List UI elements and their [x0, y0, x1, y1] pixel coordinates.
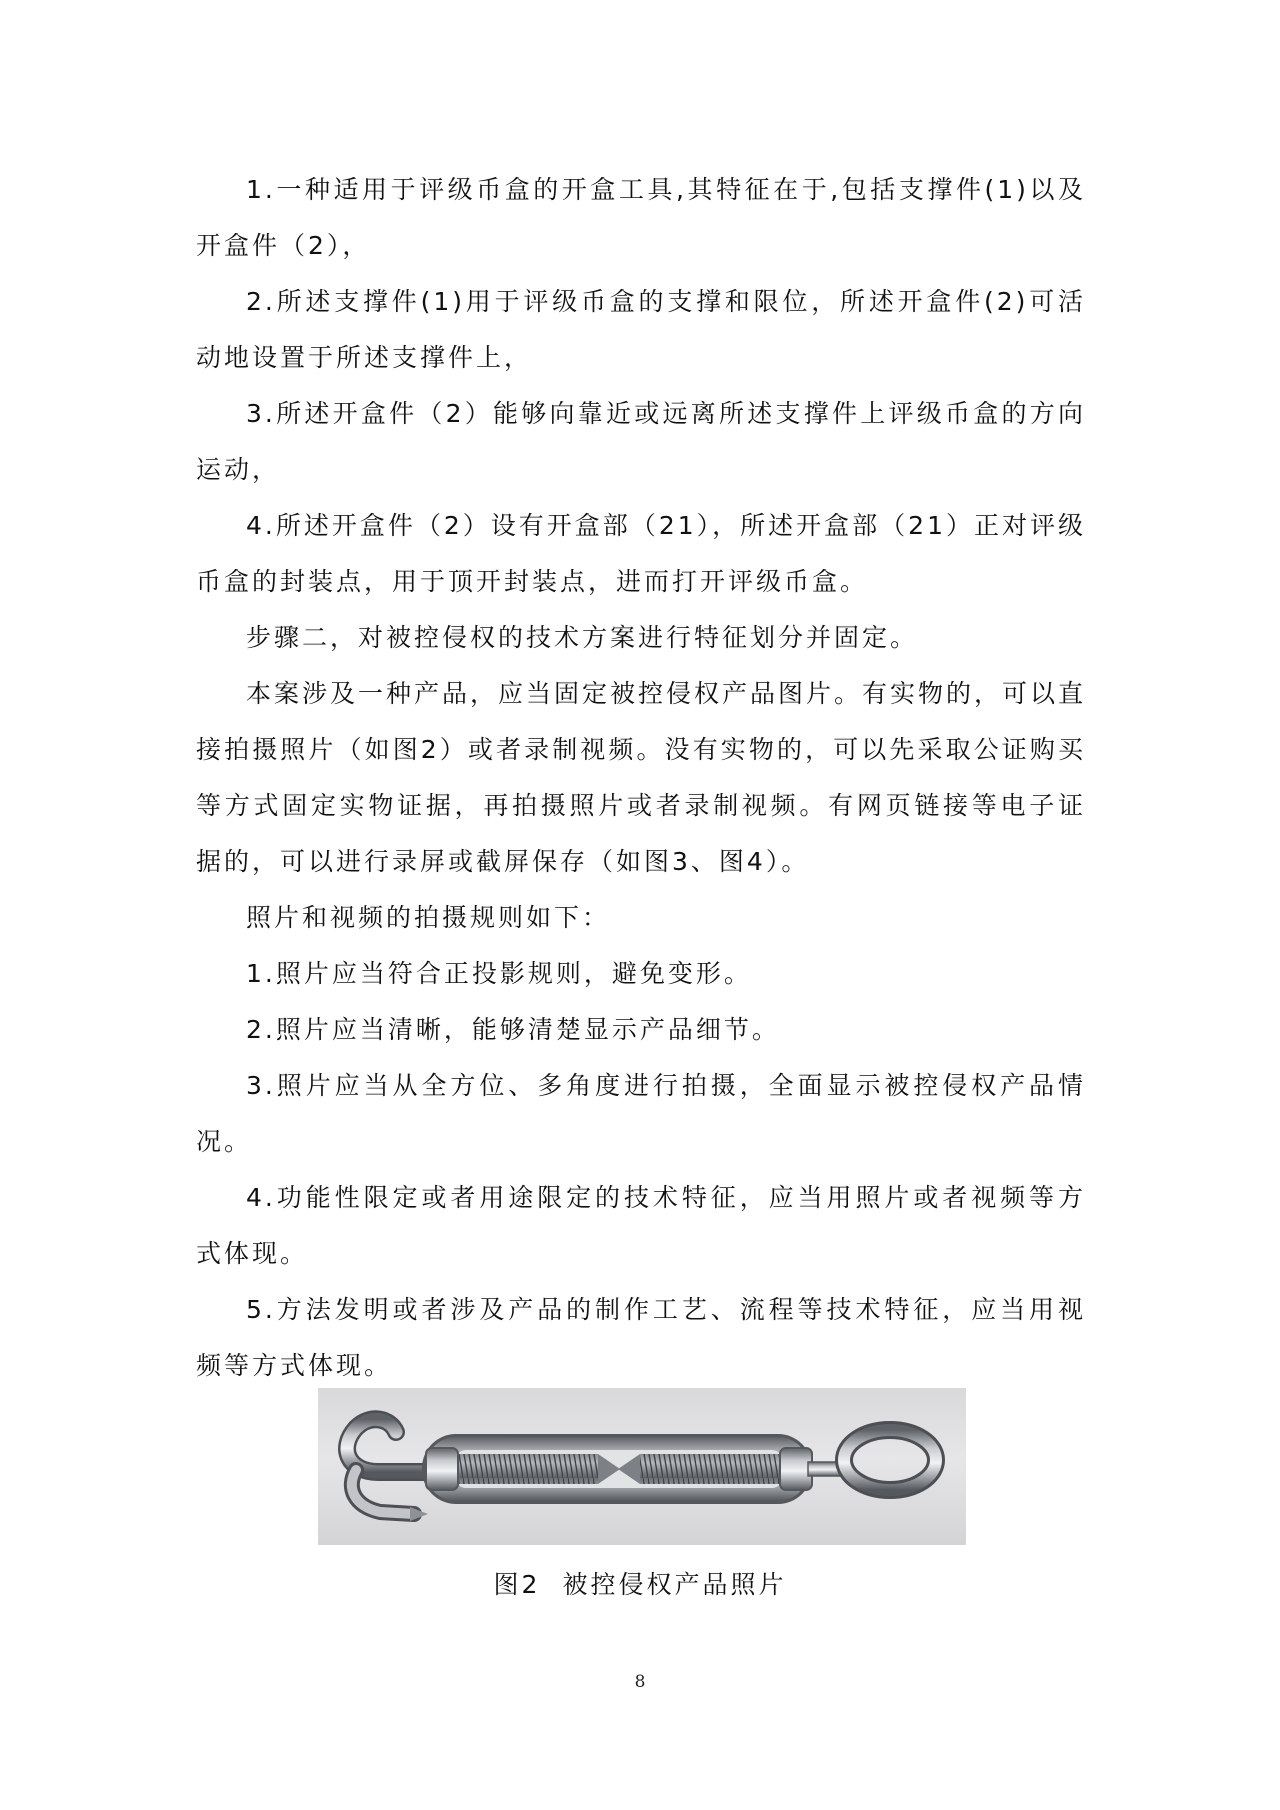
paragraph-case-description: 本案涉及一种产品，应当固定被控侵权产品图片。有实物的，可以直接拍摄照片（如图2）或者录制视频。没有实物的，可以先采取公证购买等方式固定实物证据，再拍摄照片或者录制视频。有网页链接等电子证据的，可以进行录屏或截屏保存（如图3、图4）。 [196, 679, 1087, 876]
figure-caption-text: 被控侵权产品照片 [562, 1570, 787, 1599]
paragraph-claim-3: 3.所述开盒件（2）能够向靠近或远离所述支撑件上评级币盒的方向运动， [196, 399, 1086, 484]
turnbuckle-photo [318, 1388, 966, 1545]
right-threaded-rod [640, 1454, 780, 1484]
body-text [196, 162, 1086, 1394]
paragraph-rule-4: 4.功能性限定或者用途限定的技术特征，应当用照片或者视频等方式体现。 [196, 1183, 1086, 1268]
paragraph-rule-1: 1.照片应当符合正投影规则，避免变形。 [246, 959, 752, 988]
page-number: 8 [634, 1672, 646, 1692]
turnbuckle-illustration [318, 1388, 966, 1545]
paragraph-rules-intro: 照片和视频的拍摄规则如下： [246, 903, 611, 932]
paragraph-claim-1: 1.一种适用于评级币盒的开盒工具,其特征在于,包括支撑件(1)以及开盒件（2）， [196, 175, 1086, 260]
paragraph-rule-2: 2.照片应当清晰，能够清楚显示产品细节。 [246, 1015, 780, 1044]
paragraph-rule-3: 3.照片应当从全方位、多角度进行拍摄，全面显示被控侵权产品情况。 [196, 1071, 1086, 1156]
left-threaded-rod [458, 1454, 598, 1484]
paragraph-step-two: 步骤二，对被控侵权的技术方案进行特征划分并固定。 [246, 623, 919, 652]
paragraph-rule-5: 5.方法发明或者涉及产品的制作工艺、流程等技术特征，应当用视频等方式体现。 [196, 1295, 1086, 1380]
figure-caption [0, 1565, 1280, 1601]
figure-number: 图2 [493, 1570, 541, 1599]
paragraph-claim-2: 2.所述支撑件(1)用于评级币盒的支撑和限位，所述开盒件(2)可活动地设置于所述支撑件上， [196, 287, 1086, 372]
paragraph-claim-4: 4.所述开盒件（2）设有开盒部（21），所述开盒部（21）正对评级币盒的封装点，用于顶开封装点，进而打开评级币盒。 [196, 511, 1086, 596]
